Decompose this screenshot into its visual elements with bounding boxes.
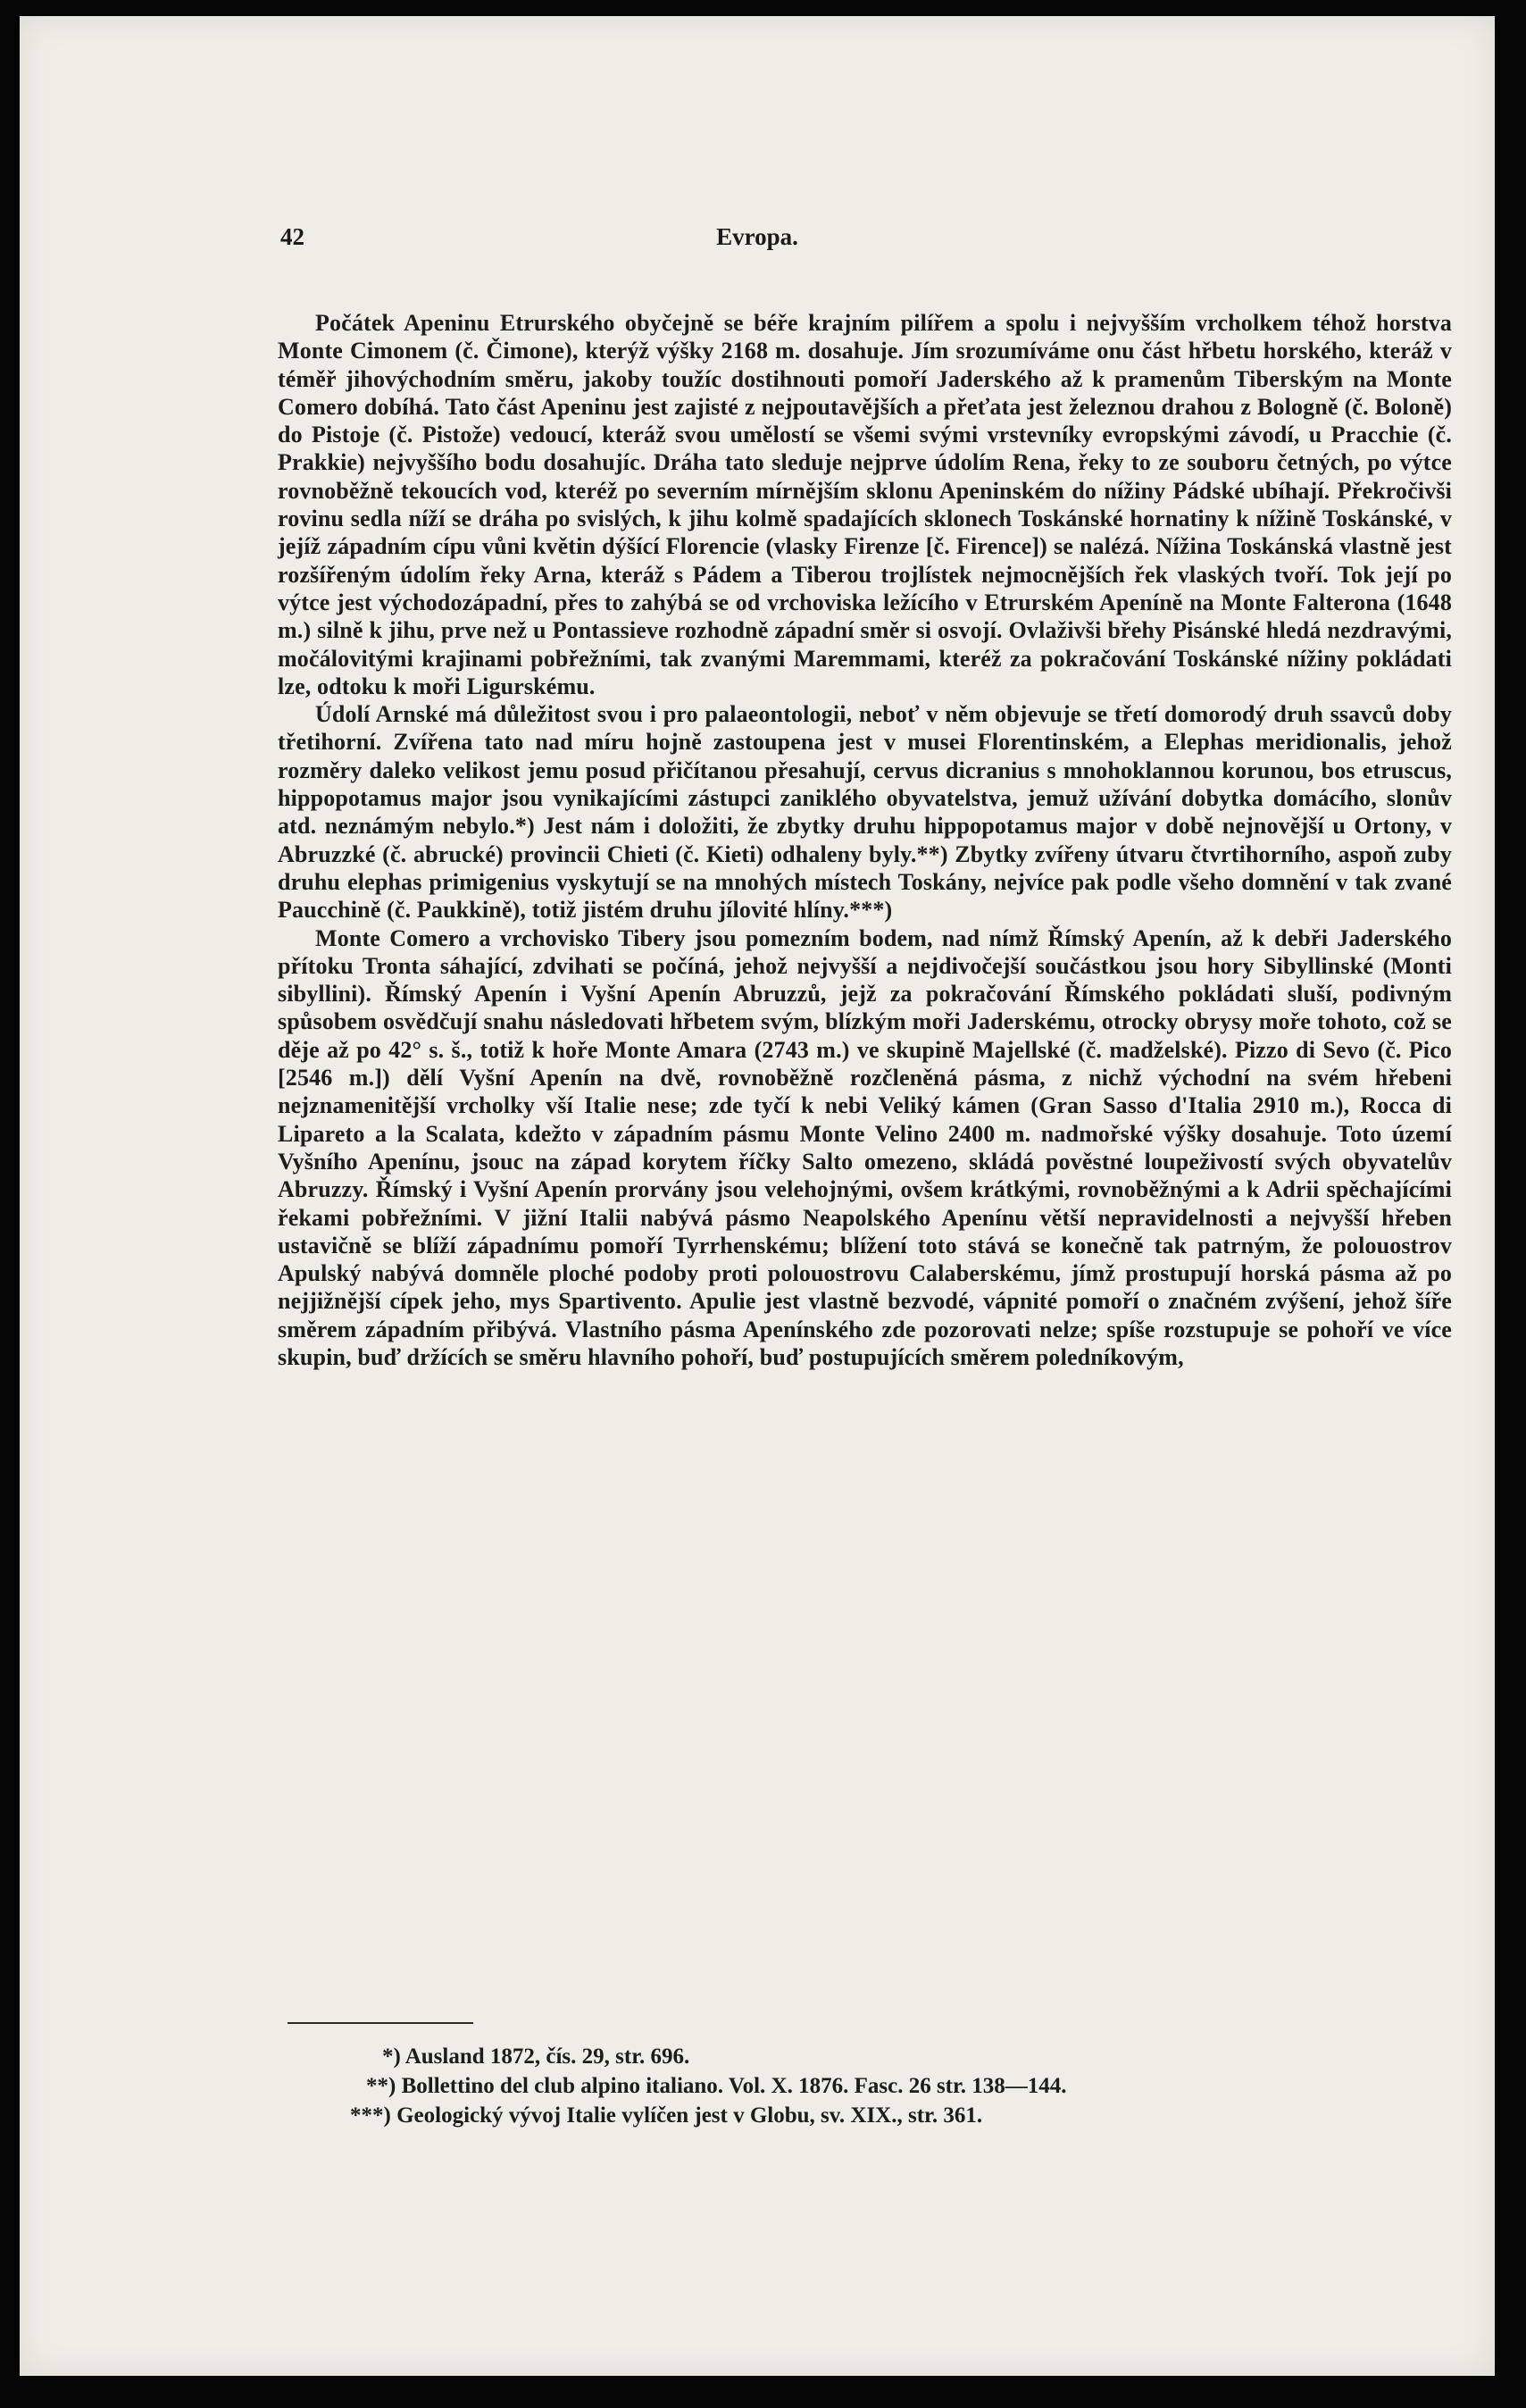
footnotes [350,2042,1457,2130]
body-text [278,309,1452,1371]
paragraph-apenin-etrursky: Počátek Apeninu Etrurského obyčejně se béře krajním pilířem a spolu i nejvyšším vrcholkem téhož horstva Monte Cimonem (č. Čimone), kterýž výšky 2168 m. dosahuje. Jím srozumíváme onu část hřbetu horského, kteráž v téměř jihovýchodním směru, jakoby toužíc dostihnouti pomoří Jaderského až k pramenům Tiberským na Monte Comero dobíhá. Tato část Apeninu jest zajisté z nejpoutavějších a přeťata jest železnou drahou z Bologně (č. Boloně) do Pistoje (č. Pistože) vedoucí, kteráž svou umělostí se všemi svými vrstevníky evropskými závodí, u Pracchie (č. Prakkie) nejvyššího bodu dosahujíc. Dráha tato sleduje nejprve údolím Rena, řeky to ze souboru četných, po výtce rovnoběžně tekoucích vod, kteréž po severním mírnějším sklonu Apeninském do nížiny Pádské ubíhají. Překročivši rovinu sedla níží se dráha po svislých, k jihu kolmě spadajících sklonech Toskánské hornatiny k nížině Toskánské, v jejíž západním cípu vůni květin dýšící Florencie (vlasky Firenze [č. Firence]) se nalézá. Nížina Toskánská vlastně jest rozšířeným údolím řeky Arna, kteráž s Pádem a Tiberou trojlístek nejmocnějších řek vlaských tvoří. Tok její po výtce jest východozápadní, přes to zahýbá se od vrchoviska ležícího v Etrurském Apeníně na Monte Falterona (1648 m.) silně k jihu, prve než u Pontassieve rozhodně západní směr si osvojí. Ovlaživši břehy Pisánské hledá nezdravými, močálovitými krajinami pobřežními, tak zvanými Maremmami, kteréž za pokračování Toskánské nížiny pokládati lze, odtoku k moři Ligurskému. [278,310,1452,699]
footnote-1: *) Ausland 1872, čís. 29, str. 696. [382,2044,690,2069]
running-title: Evropa. [716,223,798,250]
footnote-2: **) Bollettino del club alpino italiano. Vol. X. 1876. Fasc. 26 str. 138—144. [366,2074,1067,2098]
paragraph-udoli-arnske: Údolí Arnské má důležitost svou i pro palaeontologii, neboť v něm objevuje se třetí domorodý druh ssavců doby třetihorní. Zvířena tato nad míru hojně zastoupena jest v musei Florentinském, a Elephas meridionalis, jehož rozměry daleko velikost jemu posud přičítanou přesahují, cervus dicranius s mnohoklannou korunou, bos etruscus, hippopotamus major jsou vynikajícími zástupci zaniklého obyvatelstva, jemuž užívání dobytka domácího, slonův atd. neznámým nebylo.*) Jest nám i doložiti, že zbytky druhu hippopotamus major v době nejnovější u Ortony, v Abruzzké (č. abrucké) provincii Chieti (č. Kieti) odhaleny byly.**) Zbytky zvířeny útvaru čtvrtihorního, aspoň zuby druhu elephas primigenius vyskytují se na mnohých místech Toskány, nejvíce pak podle všeho domnění v tak zvané Paucchině (č. Paukkině), totiž jistém druhu jílovité hlíny.***) [278,701,1452,924]
footnote-3: ***) Geologický vývoj Italie vylíčen jest v Globu, sv. XIX., str. 361. [350,2103,983,2128]
paragraph-monte-comero: Monte Comero a vrchovisko Tibery jsou pomezním bodem, nad nímž Římský Apenín, až k debři Jaderského přítoku Tronta sáhající, zdvihati se počíná, jehož nejvyšší a nejdivočejší součástkou jsou hory Sibyllinské (Monti sibyllini). Římský Apenín i Vyšní Apenín Abruzzů, jejž za pokračování Římského pokládati sluší, podivným spůsobem osvědčují snahu následovati hřbetem svým, blízkým moři Jaderskému, otrocky obrysy moře tohoto, což se děje až po 42° s. š., totiž k hoře Monte Amara (2743 m.) ve skupině Majellské (č. madželské). Pizzo di Sevo (č. Pico [2546 m.]) dělí Vyšní Apenín na dvě, rovnoběžně rozčleněná pásma, z nichž východní na svém hřebeni nejznamenitější vrcholky vší Italie nese; zde tyčí k nebi Veliký kámen (Gran Sasso d'Italia 2910 m.), Rocca di Lipareto a la Scalata, kdežto v západním pásmu Monte Velino 2400 m. nadmořské výšky dosahuje. Toto území Vyšního Apenínu, jsouc na západ korytem říčky Salto omezeno, skládá pověstné loupeživostí svých obyvatelův Abruzzy. Římský i Vyšní Apenín prorvány jsou velehojnými, ovšem krátkými, rovnoběžnými a k Adrii spěchajícími řekami pobřežními. V jižní Italii nabývá pásmo Neapolského Apenínu větší nepravidelnosti a nejvyšší hřeben ustavičně se blíží západnímu pomoří Tyrrhenskému; blížení toto stává se konečně tak patrným, že polouostrov Apulský nabývá domněle ploché podoby proti polouostrovu Calaberskému, jímž prostupují horská pásma až po nejjižnější cípek jeho, mys Spartivento. Apulie jest vlastně bezvodé, vápnité pomoří o značném zvýšení, jehož šíře směrem západním přibývá. Vlastního pásma Apenínského zde pozorovati nelze; spíše rozstupuje se pohoří ve více skupin, buď držících se směru hlavního pohoří, buď postupujících směrem poledníkovým, [278,924,1452,1370]
page-header [20,223,1495,259]
footnote-divider [288,2022,473,2024]
page-number: 42 [280,223,304,250]
book-page [20,16,1495,2376]
